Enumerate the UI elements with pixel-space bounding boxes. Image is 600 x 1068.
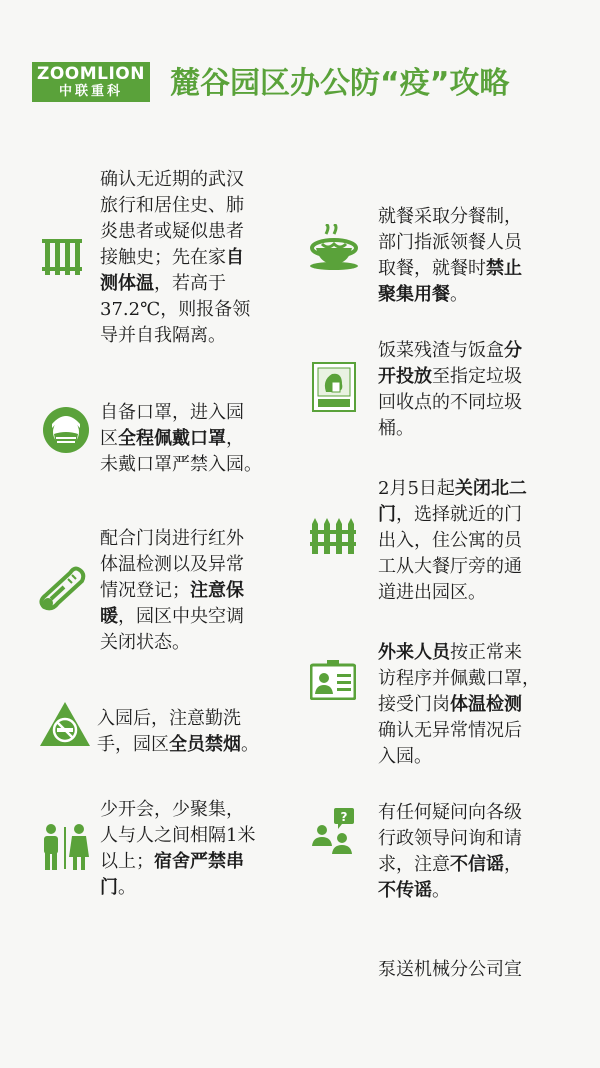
text-line: 部门指派领餐人员 bbox=[378, 232, 522, 253]
text-line: 门。 bbox=[100, 877, 136, 898]
text-line: 外来人员按正常来 bbox=[378, 642, 522, 663]
text-line: 工从大餐厅旁的通 bbox=[378, 556, 522, 577]
logo-text-zh: 中联重科 bbox=[58, 84, 123, 99]
svg-text:?: ? bbox=[340, 810, 348, 824]
question-person-icon bbox=[312, 808, 356, 854]
text-line: 桶。 bbox=[378, 418, 414, 439]
text-line: 关闭状态。 bbox=[100, 632, 190, 653]
text-line: 出入，住公寓的员 bbox=[378, 530, 522, 551]
text-line: 门，选择就近的门 bbox=[378, 504, 522, 525]
item-distance-text bbox=[100, 797, 255, 901]
text-line: 暖，园区中央空调 bbox=[100, 606, 244, 627]
item-visitor-text bbox=[378, 640, 540, 770]
text-line: 行政领导问询和请 bbox=[378, 828, 522, 849]
text-line: 入园。 bbox=[378, 746, 432, 767]
text-line: 炎患者或疑似患者 bbox=[100, 221, 244, 242]
text-line: 取餐，就餐时禁止 bbox=[378, 258, 522, 279]
text-line: 接受门岗体温检测 bbox=[378, 694, 522, 715]
fence-icon bbox=[42, 237, 82, 275]
text-line: 饭菜残渣与饭盒分 bbox=[378, 340, 522, 361]
garbage-sort-icon bbox=[312, 362, 356, 412]
text-line: 37.2℃，则报备领 bbox=[100, 299, 251, 320]
item-rumor-text bbox=[378, 800, 522, 904]
text-line: 有任何疑问向各级 bbox=[378, 802, 522, 823]
text-line: 自备口罩，进入园 bbox=[100, 402, 244, 423]
logo-text-en: ZOOMLION bbox=[37, 64, 145, 84]
text-line: 配合门岗进行红外 bbox=[100, 528, 244, 549]
text-line: 手，园区全员禁烟。 bbox=[97, 734, 259, 755]
text-line: 未戴口罩严禁入园。 bbox=[100, 454, 262, 475]
text-line: 旅行和居住史、肺 bbox=[100, 195, 244, 216]
zoomlion-logo bbox=[32, 62, 150, 102]
id-card-icon bbox=[310, 660, 356, 700]
text-line: 以上；宿舍严禁串 bbox=[100, 851, 244, 872]
meal-bowl-icon bbox=[308, 224, 360, 270]
text-line: 体温检测以及异常 bbox=[100, 554, 244, 575]
text-line: 接触史；先在家自 bbox=[100, 247, 244, 268]
item-temperature-text bbox=[100, 526, 244, 656]
gate-fence-icon bbox=[310, 518, 356, 554]
item-garbage-text bbox=[378, 338, 522, 442]
item-meal-text bbox=[378, 204, 522, 308]
text-line: 确认无近期的武汉 bbox=[100, 169, 244, 190]
text-line: 聚集用餐。 bbox=[378, 284, 468, 305]
item-mask-text bbox=[100, 400, 262, 478]
text-line: 2月5日起关闭北二 bbox=[378, 478, 527, 499]
item-no-smoking-text bbox=[97, 706, 259, 758]
text-line: 少开会，少聚集， bbox=[100, 799, 244, 820]
text-line: 导并自我隔离。 bbox=[100, 325, 226, 346]
text-line: 确认无异常情况后 bbox=[378, 720, 522, 741]
text-line: 访程序并佩戴口罩， bbox=[378, 668, 540, 689]
item-fever-check-text bbox=[100, 167, 250, 349]
text-line: 不传谣。 bbox=[378, 880, 450, 901]
thermometer-icon bbox=[38, 565, 90, 613]
text-line: 道进出园区。 bbox=[378, 582, 486, 603]
no-smoking-icon bbox=[40, 702, 90, 746]
footer-signature: 泵送机械分公司宣 bbox=[378, 959, 522, 980]
text-line: 人与人之间相隔1米 bbox=[100, 825, 256, 846]
text-line: 区全程佩戴口罩， bbox=[100, 428, 244, 449]
text-line: 开投放至指定垃圾 bbox=[378, 366, 522, 387]
text-line: 回收点的不同垃圾 bbox=[378, 392, 522, 413]
text-line: 情况登记；注意保 bbox=[100, 580, 244, 601]
text-line: 测体温，若高于 bbox=[100, 273, 226, 294]
text-line: 入园后，注意勤洗 bbox=[97, 708, 241, 729]
item-gate-closure-text bbox=[378, 476, 527, 606]
text-line: 就餐采取分餐制， bbox=[378, 206, 522, 227]
page-title: 麓谷园区办公防“疫”攻略 bbox=[170, 66, 510, 101]
people-icon bbox=[40, 823, 90, 871]
text-line: 求，注意不信谣， bbox=[378, 854, 522, 875]
face-mask-icon bbox=[42, 406, 90, 454]
